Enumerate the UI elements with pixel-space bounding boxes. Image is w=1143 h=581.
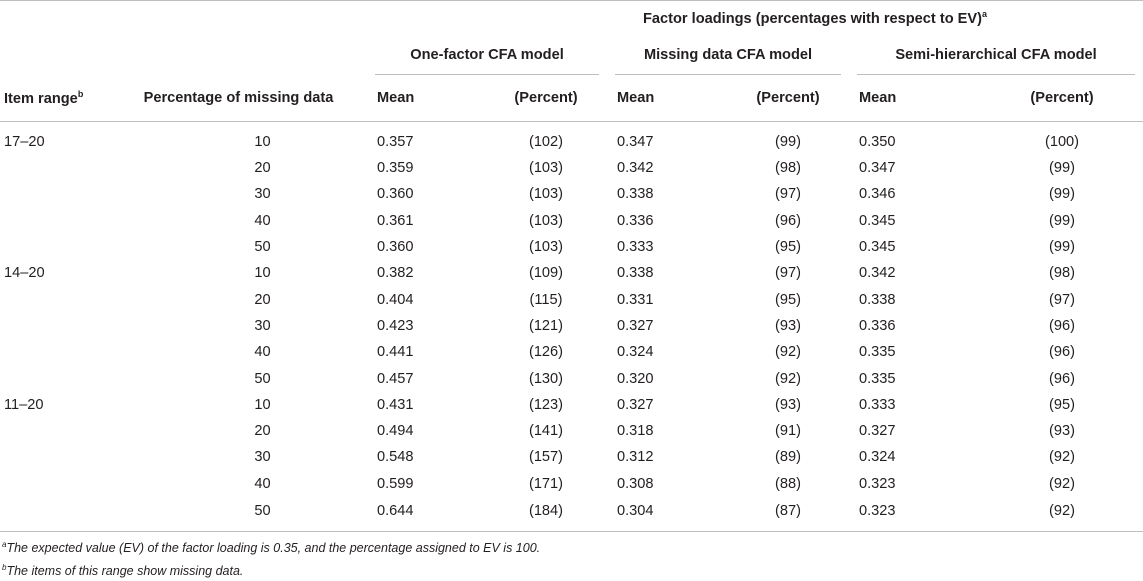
cell-one-factor-mean: 0.431 bbox=[377, 396, 414, 413]
table-row bbox=[0, 444, 1143, 470]
cell-semi-hierarchical-mean: 0.336 bbox=[859, 317, 896, 334]
cell-one-factor-mean: 0.361 bbox=[377, 212, 414, 229]
table-row bbox=[0, 286, 1143, 312]
cell-one-factor-percent: (103) bbox=[528, 212, 564, 229]
cell-item-range bbox=[0, 365, 110, 391]
table-row bbox=[0, 208, 1143, 234]
cell-missing-data-percent: (95) bbox=[775, 239, 801, 256]
cell-pct-missing: 50 bbox=[254, 239, 271, 256]
cell-missing-data-mean: 0.338 bbox=[617, 265, 654, 282]
cell-missing-data-percent: (98) bbox=[775, 160, 801, 177]
cell-missing-data-mean: 0.318 bbox=[617, 423, 654, 440]
cell-item-range bbox=[0, 181, 110, 207]
cell-semi-hierarchical-mean: 0.346 bbox=[859, 186, 896, 203]
column-header-item-range bbox=[0, 75, 110, 122]
model-name: One-factor CFA model bbox=[410, 47, 564, 63]
cell-pct-missing: 40 bbox=[254, 475, 271, 492]
cell-missing-data-mean: 0.327 bbox=[617, 317, 654, 334]
cell-pct-missing: 50 bbox=[254, 502, 271, 519]
cell-missing-data-percent: (93) bbox=[775, 317, 801, 334]
cell-one-factor-mean: 0.359 bbox=[377, 160, 414, 177]
cell-item-range bbox=[0, 208, 110, 234]
cell-pct-missing: 10 bbox=[254, 265, 271, 282]
cell-one-factor-percent: (115) bbox=[529, 291, 563, 308]
cell-missing-data-percent: (95) bbox=[775, 291, 801, 308]
column-header-percent: (Percent) bbox=[1030, 90, 1094, 106]
cell-missing-data-mean: 0.338 bbox=[617, 186, 654, 203]
column-header-percent: (Percent) bbox=[756, 90, 820, 106]
cell-one-factor-percent: (126) bbox=[528, 344, 564, 361]
cell-semi-hierarchical-percent: (96) bbox=[1049, 317, 1075, 334]
cell-one-factor-percent: (103) bbox=[528, 160, 564, 177]
cell-missing-data-mean: 0.320 bbox=[617, 370, 654, 387]
cell-item-range bbox=[0, 444, 110, 470]
cell-semi-hierarchical-mean: 0.345 bbox=[859, 239, 896, 256]
cell-semi-hierarchical-mean: 0.323 bbox=[859, 475, 896, 492]
table-row bbox=[0, 313, 1143, 339]
footnotes bbox=[2, 535, 540, 581]
cell-pct-missing: 30 bbox=[254, 317, 271, 334]
cell-one-factor-percent: (102) bbox=[528, 133, 564, 150]
footnote-a bbox=[2, 535, 540, 558]
cell-missing-data-percent: (92) bbox=[775, 370, 801, 387]
cell-one-factor-mean: 0.548 bbox=[377, 449, 414, 466]
column-header-mean: Mean bbox=[377, 90, 415, 106]
table-row bbox=[0, 365, 1143, 391]
cell-missing-data-mean: 0.312 bbox=[617, 449, 654, 466]
column-header-mean: Mean bbox=[859, 90, 897, 106]
cell-item-range bbox=[0, 497, 110, 532]
cell-pct-missing: 20 bbox=[254, 291, 271, 308]
cell-semi-hierarchical-mean: 0.345 bbox=[859, 212, 896, 229]
table-row bbox=[0, 471, 1143, 497]
cell-missing-data-percent: (99) bbox=[775, 133, 801, 150]
cell-one-factor-mean: 0.360 bbox=[377, 186, 414, 203]
cell-missing-data-percent: (97) bbox=[775, 186, 801, 203]
cell-semi-hierarchical-mean: 0.347 bbox=[859, 160, 896, 177]
cell-one-factor-percent: (184) bbox=[528, 502, 564, 519]
cell-one-factor-mean: 0.644 bbox=[377, 502, 414, 519]
cell-missing-data-mean: 0.308 bbox=[617, 475, 654, 492]
cell-pct-missing: 10 bbox=[254, 133, 271, 150]
footnote-b-text: The items of this range show missing data. bbox=[6, 564, 244, 579]
cell-semi-hierarchical-percent: (99) bbox=[1049, 160, 1075, 177]
cell-semi-hierarchical-mean: 0.324 bbox=[859, 449, 896, 466]
cell-one-factor-percent: (141) bbox=[528, 423, 564, 440]
footnote-mark-a: a bbox=[982, 9, 988, 20]
cell-semi-hierarchical-percent: (96) bbox=[1049, 344, 1075, 361]
cell-semi-hierarchical-mean: 0.323 bbox=[859, 502, 896, 519]
cell-semi-hierarchical-mean: 0.333 bbox=[859, 396, 896, 413]
table-row bbox=[0, 155, 1143, 181]
cell-missing-data-percent: (96) bbox=[775, 212, 801, 229]
cell-semi-hierarchical-percent: (99) bbox=[1049, 239, 1075, 256]
cell-item-range bbox=[0, 471, 110, 497]
cell-item-range: 14–20 bbox=[4, 265, 45, 282]
model-header-semi-hierarchical bbox=[849, 35, 1143, 75]
cell-one-factor-percent: (157) bbox=[528, 449, 564, 466]
cell-one-factor-mean: 0.357 bbox=[377, 133, 414, 150]
cell-one-factor-mean: 0.457 bbox=[377, 370, 414, 387]
cell-semi-hierarchical-percent: (97) bbox=[1049, 291, 1075, 308]
cell-semi-hierarchical-percent: (99) bbox=[1049, 212, 1075, 229]
cell-semi-hierarchical-mean: 0.335 bbox=[859, 344, 896, 361]
footnote-mark-b: b bbox=[77, 89, 84, 100]
header-row-columns bbox=[0, 75, 1143, 122]
cell-pct-missing: 40 bbox=[254, 212, 271, 229]
cell-pct-missing: 20 bbox=[254, 423, 271, 440]
cell-semi-hierarchical-percent: (98) bbox=[1049, 265, 1075, 282]
cell-item-range bbox=[0, 313, 110, 339]
table-row bbox=[0, 392, 1143, 418]
model-header-one-factor bbox=[367, 35, 607, 75]
table-row bbox=[0, 339, 1143, 365]
cell-one-factor-mean: 0.599 bbox=[377, 475, 414, 492]
model-name: Semi-hierarchical CFA model bbox=[895, 47, 1097, 63]
cell-missing-data-percent: (88) bbox=[775, 475, 801, 492]
cell-pct-missing: 30 bbox=[254, 186, 271, 203]
table-row bbox=[0, 181, 1143, 207]
table-row bbox=[0, 122, 1143, 156]
cell-semi-hierarchical-percent: (92) bbox=[1049, 449, 1075, 466]
table-body bbox=[0, 122, 1143, 532]
cell-semi-hierarchical-percent: (95) bbox=[1049, 396, 1075, 413]
cell-semi-hierarchical-mean: 0.350 bbox=[859, 133, 896, 150]
cell-missing-data-percent: (89) bbox=[775, 449, 801, 466]
cell-item-range bbox=[0, 418, 110, 444]
cell-semi-hierarchical-mean: 0.335 bbox=[859, 370, 896, 387]
table-row bbox=[0, 234, 1143, 260]
cell-one-factor-mean: 0.441 bbox=[377, 344, 414, 361]
cell-semi-hierarchical-percent: (93) bbox=[1049, 423, 1075, 440]
cell-pct-missing: 50 bbox=[254, 370, 271, 387]
cell-one-factor-percent: (103) bbox=[528, 186, 564, 203]
cell-item-range bbox=[0, 339, 110, 365]
cell-semi-hierarchical-mean: 0.342 bbox=[859, 265, 896, 282]
cell-item-range: 17–20 bbox=[4, 133, 45, 150]
cell-missing-data-mean: 0.347 bbox=[617, 133, 654, 150]
cell-one-factor-mean: 0.360 bbox=[377, 239, 414, 256]
table-row bbox=[0, 260, 1143, 286]
model-name: Missing data CFA model bbox=[643, 47, 813, 63]
item-range-label: Item range bbox=[4, 90, 78, 107]
cell-missing-data-percent: (91) bbox=[775, 423, 801, 440]
header-row-title bbox=[0, 1, 1143, 36]
footnote-b-mark: b bbox=[2, 563, 7, 573]
column-header-percent: (Percent) bbox=[514, 90, 578, 106]
cell-semi-hierarchical-percent: (100) bbox=[1044, 133, 1080, 150]
cell-item-range bbox=[0, 155, 110, 181]
cell-one-factor-mean: 0.404 bbox=[377, 291, 414, 308]
cell-semi-hierarchical-percent: (96) bbox=[1049, 370, 1075, 387]
cell-semi-hierarchical-percent: (92) bbox=[1049, 502, 1075, 519]
footnote-b bbox=[2, 558, 540, 581]
cell-one-factor-percent: (130) bbox=[528, 370, 564, 387]
column-header-mean: Mean bbox=[617, 90, 655, 106]
cell-missing-data-percent: (97) bbox=[775, 265, 801, 282]
cell-semi-hierarchical-percent: (92) bbox=[1049, 475, 1075, 492]
cell-one-factor-mean: 0.494 bbox=[377, 423, 414, 440]
cell-pct-missing: 10 bbox=[254, 396, 271, 413]
cell-missing-data-percent: (87) bbox=[775, 502, 801, 519]
factor-loadings-title-text: Factor loadings (percentages with respect to EV) bbox=[643, 10, 982, 27]
header-row-models bbox=[0, 35, 1143, 75]
table-header bbox=[0, 1, 1143, 122]
cell-semi-hierarchical-mean: 0.338 bbox=[859, 291, 896, 308]
cell-semi-hierarchical-mean: 0.327 bbox=[859, 423, 896, 440]
cell-semi-hierarchical-percent: (99) bbox=[1049, 186, 1075, 203]
cell-pct-missing: 20 bbox=[254, 160, 271, 177]
cell-missing-data-percent: (93) bbox=[775, 396, 801, 413]
cell-missing-data-mean: 0.342 bbox=[617, 160, 654, 177]
cell-item-range: 11–20 bbox=[4, 396, 44, 413]
cell-one-factor-mean: 0.382 bbox=[377, 265, 414, 282]
cell-missing-data-mean: 0.333 bbox=[617, 239, 654, 256]
cell-pct-missing: 30 bbox=[254, 449, 271, 466]
cell-missing-data-mean: 0.336 bbox=[617, 212, 654, 229]
cell-missing-data-mean: 0.324 bbox=[617, 344, 654, 361]
footnote-a-text: The expected value (EV) of the factor loading is 0.35, and the percentage assigned to EV is 100. bbox=[6, 541, 541, 556]
cell-one-factor-percent: (171) bbox=[528, 475, 564, 492]
model-header-missing-data bbox=[607, 35, 849, 75]
cell-missing-data-mean: 0.304 bbox=[617, 502, 654, 519]
cell-missing-data-mean: 0.327 bbox=[617, 396, 654, 413]
cell-one-factor-percent: (121) bbox=[528, 317, 564, 334]
cell-pct-missing: 40 bbox=[254, 344, 271, 361]
cell-one-factor-mean: 0.423 bbox=[377, 317, 414, 334]
column-header-pct-missing: Percentage of missing data bbox=[143, 90, 334, 106]
cell-item-range bbox=[0, 234, 110, 260]
cell-one-factor-percent: (109) bbox=[528, 265, 564, 282]
cell-one-factor-percent: (103) bbox=[528, 239, 564, 256]
cell-missing-data-percent: (92) bbox=[775, 344, 801, 361]
footnote-a-mark: a bbox=[2, 540, 7, 549]
factor-loadings-title bbox=[367, 1, 1143, 36]
table-row bbox=[0, 497, 1143, 532]
cell-missing-data-mean: 0.331 bbox=[617, 291, 654, 308]
cell-item-range bbox=[0, 286, 110, 312]
cell-one-factor-percent: (123) bbox=[528, 396, 564, 413]
table-row bbox=[0, 418, 1143, 444]
